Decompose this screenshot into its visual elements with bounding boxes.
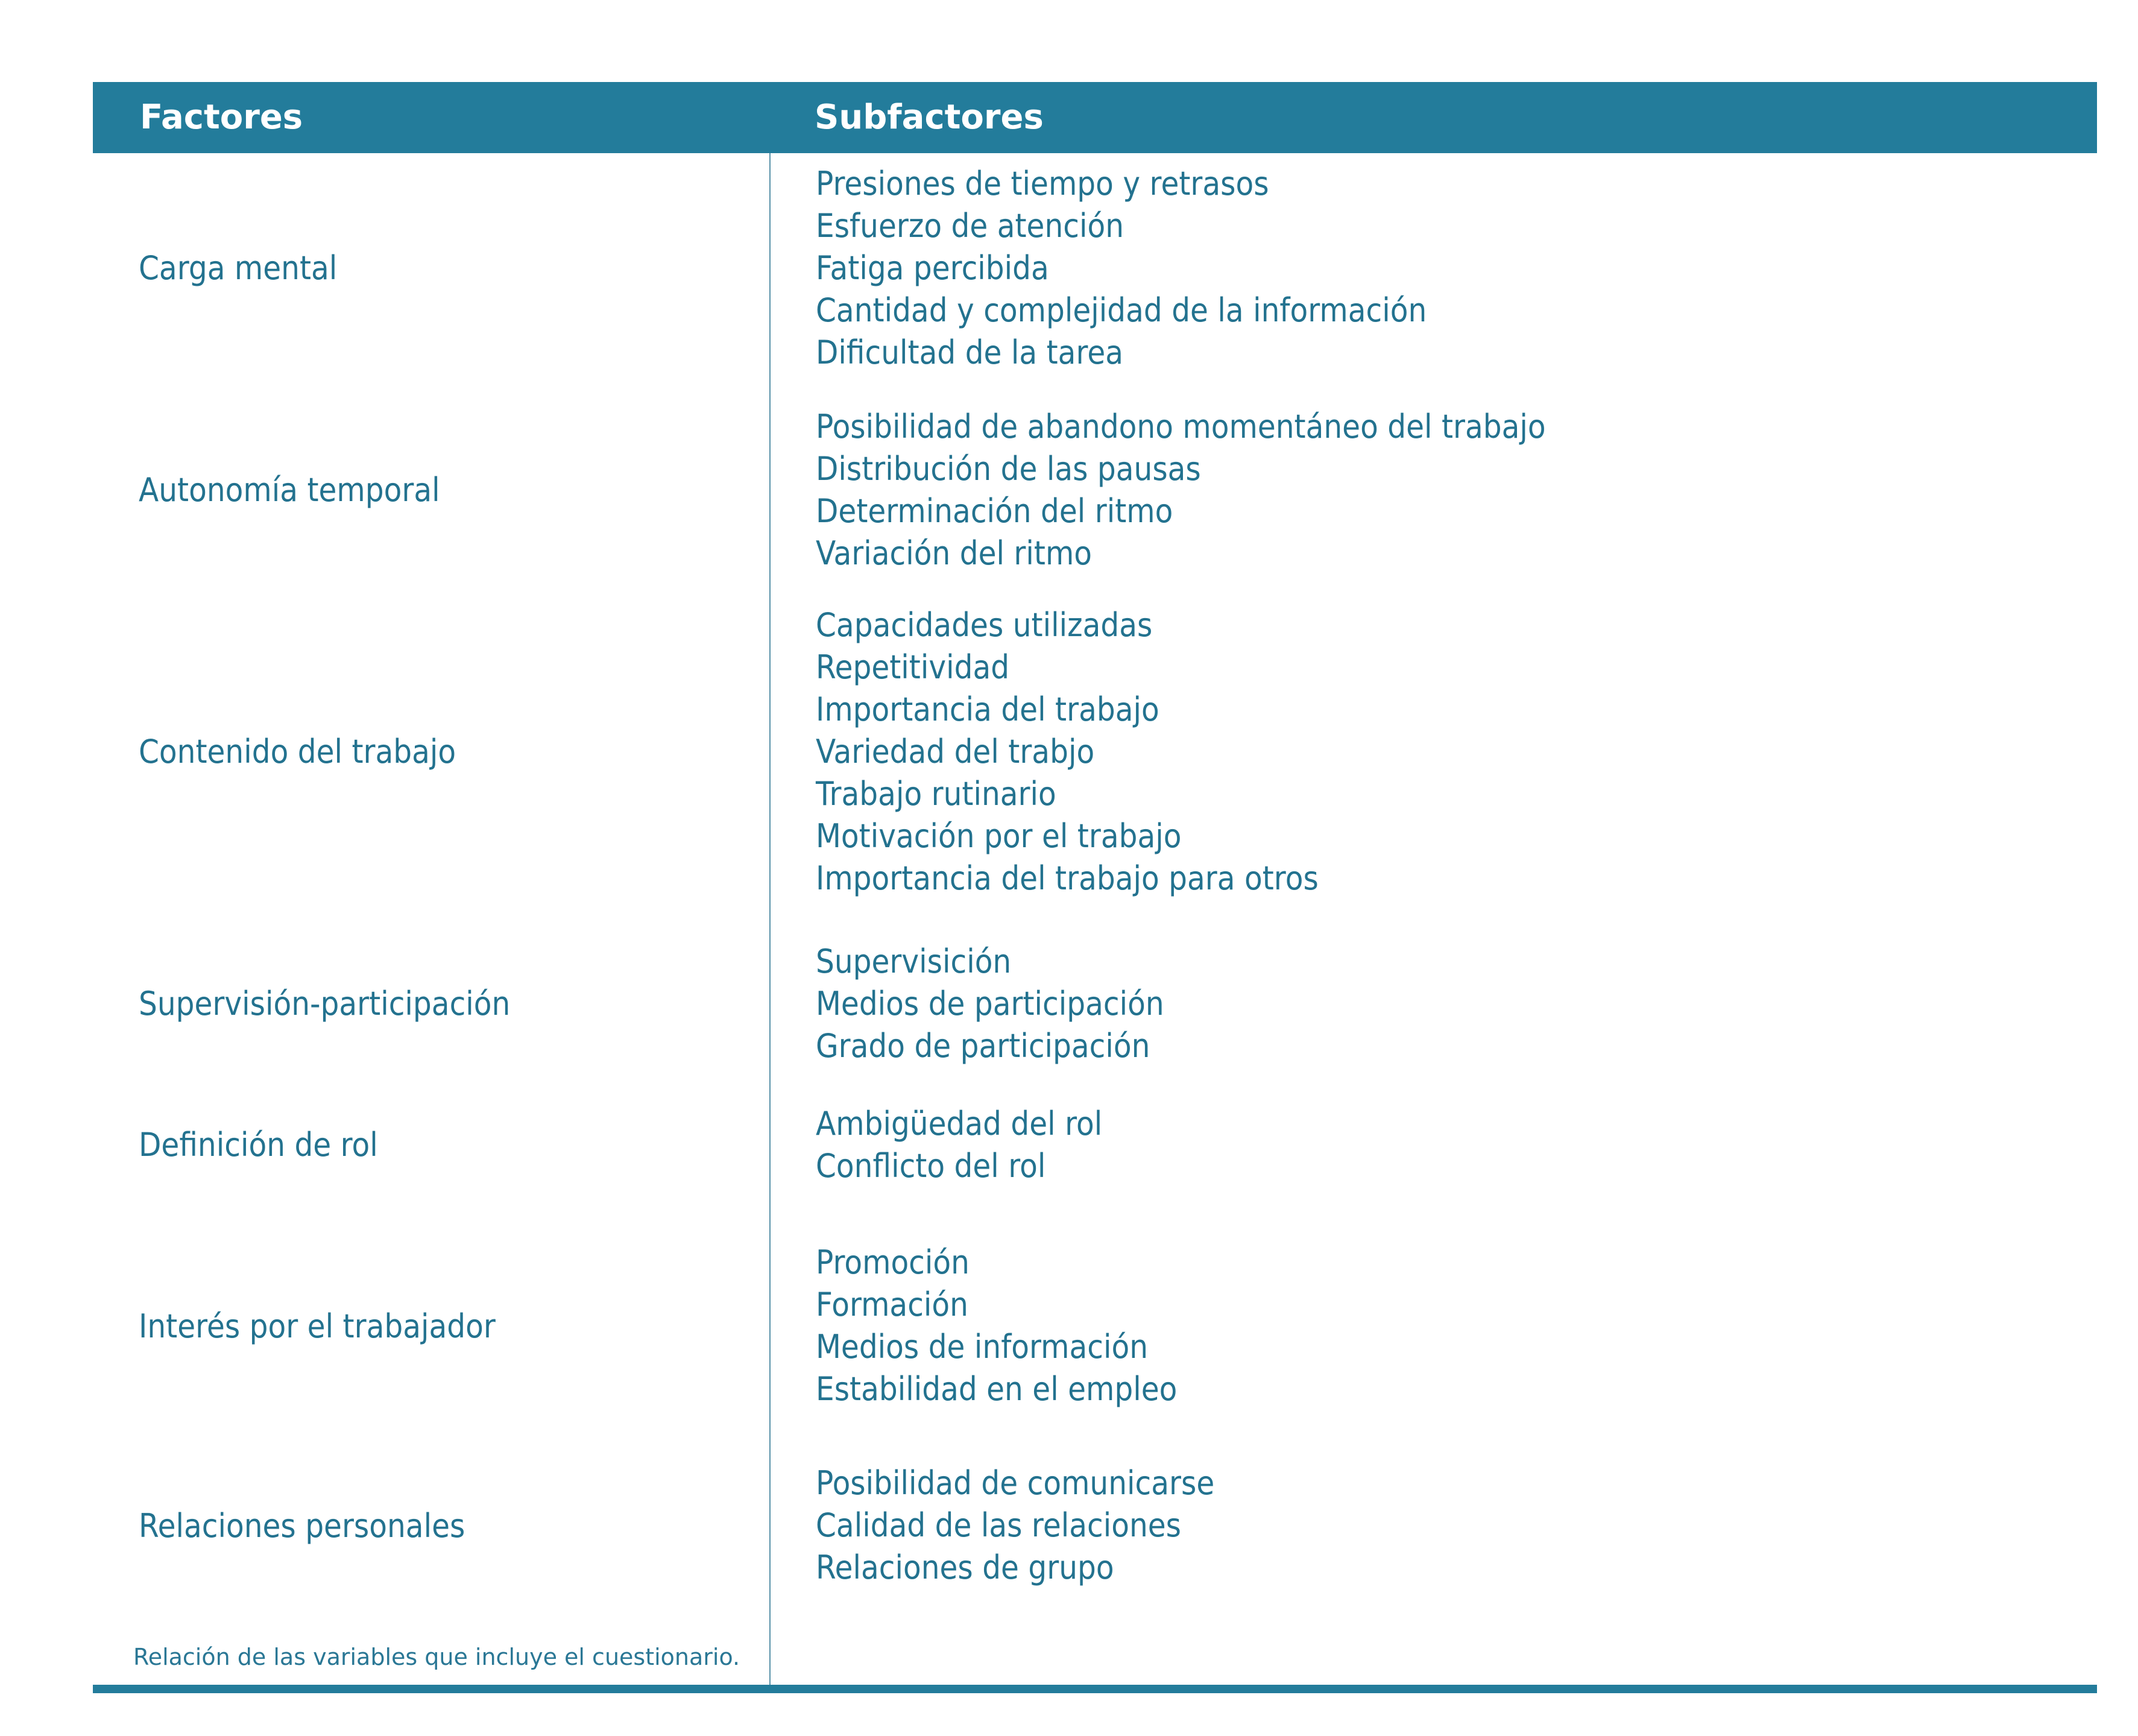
table-bottom-rule — [93, 1685, 2097, 1693]
subfactor-item: Medios de participación — [816, 984, 1164, 1023]
table-row — [93, 1092, 2097, 1198]
subfactor-item: Formación — [816, 1286, 968, 1324]
subfactor-item: Supervisición — [816, 942, 1012, 980]
table-row — [93, 605, 2097, 897]
subfactor-list — [816, 163, 1427, 374]
subfactor-item: Relaciones de grupo — [816, 1548, 1114, 1586]
subfactor-item: Grado de participación — [816, 1026, 1150, 1065]
factor-cell: Interés por el trabajador — [139, 1307, 496, 1345]
factors-table — [93, 82, 2097, 1693]
subfactor-item: Trabajo rutinario — [816, 774, 1056, 813]
table-row — [93, 1230, 2097, 1422]
factor-cell: Relaciones personales — [139, 1506, 465, 1545]
subfactor-item: Ambigüedad del rol — [816, 1104, 1103, 1143]
subfactor-list — [816, 406, 1546, 575]
factor-cell: Contenido del trabajo — [139, 733, 456, 771]
subfactor-item: Medios de información — [816, 1328, 1149, 1366]
subfactor-item: Estabilidad en el empleo — [816, 1370, 1178, 1408]
subfactor-list — [816, 604, 1319, 900]
factor-cell: Supervisión-participación — [139, 985, 511, 1023]
subfactor-list — [816, 1103, 1102, 1187]
subfactor-item: Promoción — [816, 1243, 970, 1281]
subfactor-list — [816, 941, 1164, 1067]
subfactor-item: Esfuerzo de atención — [816, 206, 1124, 245]
subfactor-item: Fatiga percibida — [816, 248, 1049, 287]
subfactor-item: Determinación del ritmo — [816, 491, 1173, 530]
subfactor-item: Dificultad de la tarea — [816, 333, 1124, 371]
table-row — [93, 935, 2097, 1073]
subfactor-item: Motivación por el trabajo — [816, 816, 1182, 855]
subfactor-item: Importancia del trabajo para otros — [816, 859, 1319, 897]
subfactor-item: Calidad de las relaciones — [816, 1506, 1181, 1544]
header-subfactores: Subfactores — [815, 98, 1044, 137]
subfactor-item: Conflicto del rol — [816, 1146, 1046, 1185]
table-body — [93, 153, 2097, 1685]
factor-cell: Definición de rol — [139, 1126, 378, 1164]
table-row — [93, 1431, 2097, 1620]
subfactor-list — [816, 1462, 1214, 1589]
table-caption: Relación de las variables que incluye el cuestionario. — [133, 1644, 740, 1670]
factor-cell: Carga mental — [139, 249, 338, 287]
subfactor-list — [816, 1242, 1177, 1410]
subfactor-item: Importancia del trabajo — [816, 690, 1159, 728]
header-factores: Factores — [140, 98, 303, 137]
subfactor-item: Presiones de tiempo y retrasos — [816, 164, 1269, 203]
table-header — [93, 82, 2097, 153]
subfactor-item: Variación del ritmo — [816, 534, 1093, 572]
subfactor-item: Posibilidad de abandono momentáneo del trabajo — [816, 407, 1546, 446]
subfactor-item: Capacidades utilizadas — [816, 605, 1153, 644]
factor-cell: Autonomía temporal — [139, 471, 440, 509]
subfactor-item: Repetitividad — [816, 648, 1010, 686]
table-row — [93, 164, 2097, 371]
subfactor-item: Variedad del trabjo — [816, 732, 1095, 771]
table-row — [93, 405, 2097, 575]
subfactor-item: Posibilidad de comunicarse — [816, 1464, 1215, 1502]
subfactor-item: Cantidad y complejidad de la información — [816, 291, 1427, 329]
subfactor-item: Distribución de las pausas — [816, 449, 1201, 488]
